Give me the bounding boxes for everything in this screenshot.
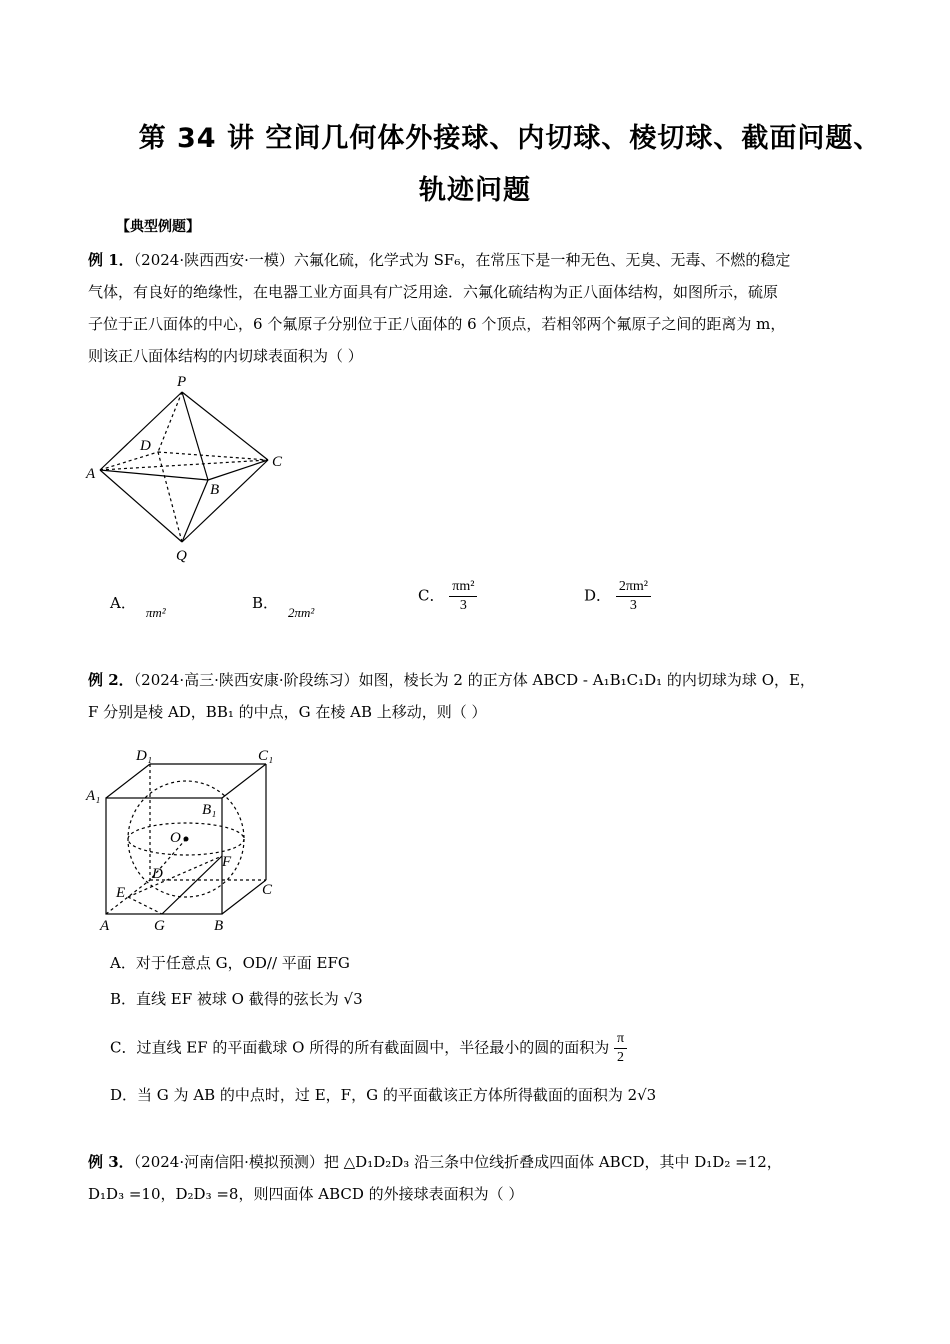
ex1-option-b[interactable]: B．2πm² (252, 594, 315, 620)
example-1-line4: 则该正八面体结构的内切球表面积为（ ） (88, 347, 363, 365)
vertex-p-label: P (177, 374, 187, 390)
point-e-label: E (116, 885, 126, 901)
sphere-center-label: O (170, 830, 181, 846)
ex2-option-c-text: C．过直线 EF 的平面截球 O 所得的所有截面圆中，半径最小的圆的面积为 (110, 1038, 610, 1057)
ex1-option-a[interactable]: A．πm² (110, 594, 166, 620)
ex1-option-d-numerator: 2πm² (616, 578, 651, 597)
vertex-q-label: Q (176, 548, 187, 564)
example-1-line1: （2024·陕西西安·一模）六氟化硫，化学式为 SF₆，在常压下是一种无色、无臭、无毒、不燃的稳定 (133, 251, 791, 269)
vertex-c-label: C (262, 882, 273, 898)
example-3-text (88, 1146, 868, 1210)
vertex-d1-label: D₁ (136, 748, 153, 764)
example-3-label: 例 3． (88, 1153, 134, 1171)
sphere-center-dot (184, 837, 189, 842)
example-2-text (88, 664, 868, 728)
ex2-option-c-denominator: 2 (617, 1050, 625, 1065)
ex1-option-c[interactable]: C． $\frac{\text{πm²}}{3}$ (418, 578, 477, 615)
example-2-line1: （2024·高三·陕西安康·阶段练习）如图，棱长为 2 的正方体 ABCD - A₁B₁C₁D₁ 的内切球为球 O，E， (133, 671, 815, 689)
vertex-a1-label: A₁ (86, 788, 101, 804)
example-2-label: 例 2． (88, 671, 134, 689)
vertex-b1-label: B₁ (202, 802, 217, 818)
example-3-line2: D₁D₃ =10，D₂D₃ =8，则四面体 ABCD 的外接球表面积为（ ） (88, 1185, 524, 1203)
ex1-option-b-value: 2πm² (288, 605, 315, 620)
ex1-option-c-denominator: 3 (459, 598, 467, 613)
vertex-c-label: C (272, 454, 283, 470)
octahedron-figure (82, 370, 297, 570)
vertex-b-label: B (214, 918, 224, 934)
ex2-option-d[interactable]: D．当 G 为 AB 的中点时，过 E，F，G 的平面截该正方体所得截面的面积为 2√3 (110, 1086, 657, 1104)
point-f-label: F (222, 854, 232, 870)
vertex-b-label: B (210, 482, 220, 498)
ex1-option-a-value: πm² (145, 605, 166, 620)
page-title-line2: 轨迹问题 (419, 175, 531, 206)
example-1-text (88, 244, 868, 372)
vertex-c1-label: C₁ (258, 748, 274, 764)
example-1-line2: 气体，有良好的绝缘性，在电器工业方面具有广泛用途．六氟化硫结构为正八面体结构，如图所示，硫原 (88, 283, 779, 301)
page-title-line1: 第 34 讲 空间几何体外接球、内切球、棱切球、截面问题、 (138, 123, 882, 154)
vertex-d-label: D (152, 866, 163, 882)
example-1-label: 例 1． (88, 251, 134, 269)
ex1-option-c-numerator: πm² (449, 578, 477, 597)
ex2-option-a[interactable]: A．对于任意点 G，OD// 平面 EFG (110, 954, 350, 972)
ex1-option-d[interactable]: D． $\frac{\text{2πm²}}{3}$ (584, 578, 651, 615)
ex2-option-c[interactable] (110, 1030, 627, 1067)
vertex-a-label: A (86, 466, 96, 482)
ex2-option-b[interactable]: B．直线 EF 被球 O 截得的弦长为 √3 (110, 990, 363, 1008)
cube-figure (84, 740, 284, 936)
point-g-label: G (154, 918, 165, 934)
ex2-option-c-numerator: π (614, 1030, 627, 1049)
example-3-line1: （2024·河南信阳·模拟预测）把 △D₁D₂D₃ 沿三条中位线折叠成四面体 ABCD，其中 D₁D₂ =12， (133, 1153, 782, 1171)
ex1-option-d-denominator: 3 (629, 598, 637, 613)
example-1-line3: 子位于正八面体的中心，6 个氟原子分别位于正八面体的 6 个顶点，若相邻两个氟原子之间的距离为 m， (88, 315, 786, 333)
example-2-line2: F 分别是棱 AD，BB₁ 的中点，G 在棱 AB 上移动，则（ ） (88, 703, 487, 721)
section-heading: 【典型例题】 (116, 219, 200, 235)
vertex-d-label: D (140, 438, 151, 454)
vertex-a-label: A (100, 918, 110, 934)
